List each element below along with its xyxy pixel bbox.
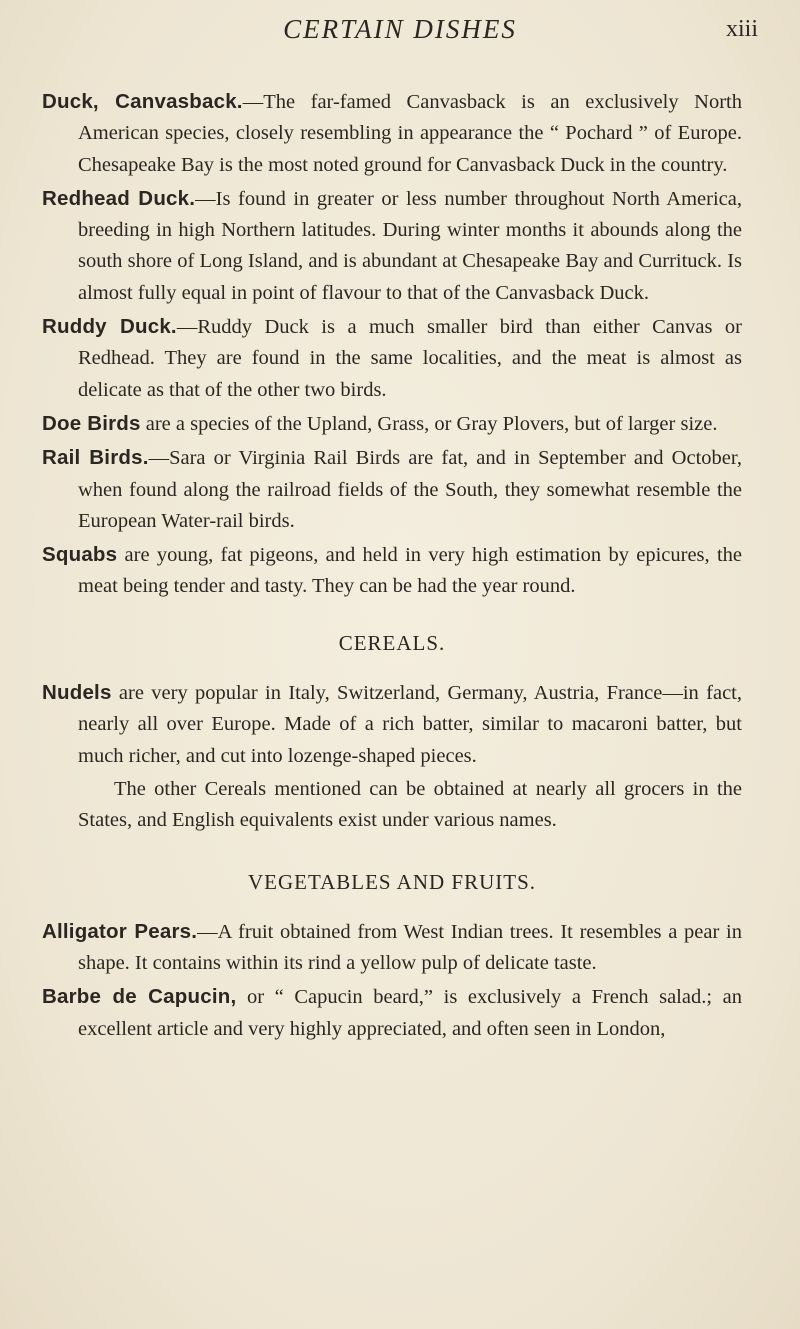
entry-heading: Barbe de Capucin, (42, 985, 237, 1009)
entry-text: —Is found in greater or less number throughout North America, breeding in high Northern latitudes. During winter months it abounds along the south shore of Long Island, and is abundant at Chesapeake Bay and Currituck. Is almost fully equal in point of flavour to that of the Canvasback Duck. (78, 187, 742, 304)
entry-heading: Doe Birds (42, 411, 141, 435)
entry-squabs (42, 539, 742, 603)
entry-text: are very popular in Italy, Switzerland, Germany, Austria, France—in fact, nearly all over Europe. Made of a rich batter, similar to macaroni batter, but much richer, and cut into lozenge-shaped pieces. (78, 682, 742, 767)
running-head (0, 12, 800, 56)
page-text (42, 86, 742, 1047)
entry-heading: Nudels (42, 681, 112, 705)
entry-ruddy-duck (42, 311, 742, 406)
cereals-note (42, 774, 742, 837)
entry-barbe-de-capucin (42, 981, 742, 1045)
entry-text: —Ruddy Duck is a much smaller bird than either Canvas or Redhead. They are found in the same localities, and the meat is almost as delicate as that of the other two birds. (78, 316, 742, 401)
note-text: The other Cereals mentioned can be obtained at nearly all grocers in the States, and English equivalents exist under various names. (78, 777, 742, 832)
entry-alligator-pears (42, 916, 742, 980)
running-title: CERTAIN DISHES (283, 14, 517, 44)
entry-text: —Sara or Virginia Rail Birds are fat, and in September and October, when found along the railroad fields of the South, they somewhat resemble the European Water-rail birds. (78, 447, 742, 532)
entry-doe-birds (42, 408, 742, 440)
entry-text: are young, fat pigeons, and held in very high estimation by epicures, the meat being tender and tasty. They can be had the year round. (78, 544, 742, 598)
entry-rail-birds (42, 442, 742, 537)
entry-text: or “ Capucin beard,” is exclusively a French salad.; an excellent article and very highly appreciated, and often seen in London, (78, 986, 743, 1040)
entry-text: —A fruit obtained from West Indian trees. It resembles a pear in shape. It contains within its rind a yellow pulp of delicate taste. (78, 920, 742, 975)
entry-text: are a species of the Upland, Grass, or Gray Plovers, but of larger size. (140, 412, 718, 435)
entry-heading: Ruddy Duck. (42, 315, 177, 339)
entry-heading: Rail Birds. (42, 446, 149, 470)
entry-heading: Duck, Canvasback. (42, 90, 243, 113)
entry-heading: Squabs (42, 543, 118, 567)
entry-heading: Redhead Duck. (42, 186, 196, 210)
entry-text: —The far-famed Canvasback is an exclusively North American species, closely resembling in appearance the “ Pochard ” of Europe. Chesapeake Bay is the most noted ground for Canvasback Duck in the country. (78, 91, 742, 176)
entry-nudels (42, 677, 742, 772)
entry-canvasback-duck (42, 86, 742, 181)
page-number: xiii (725, 16, 758, 42)
entry-redhead-duck (42, 183, 742, 309)
section-heading-cereals: CEREALS. (338, 630, 446, 655)
entry-heading: Alligator Pears. (42, 919, 198, 943)
section-heading-vegetables: VEGETABLES AND FRUITS. (247, 869, 537, 894)
